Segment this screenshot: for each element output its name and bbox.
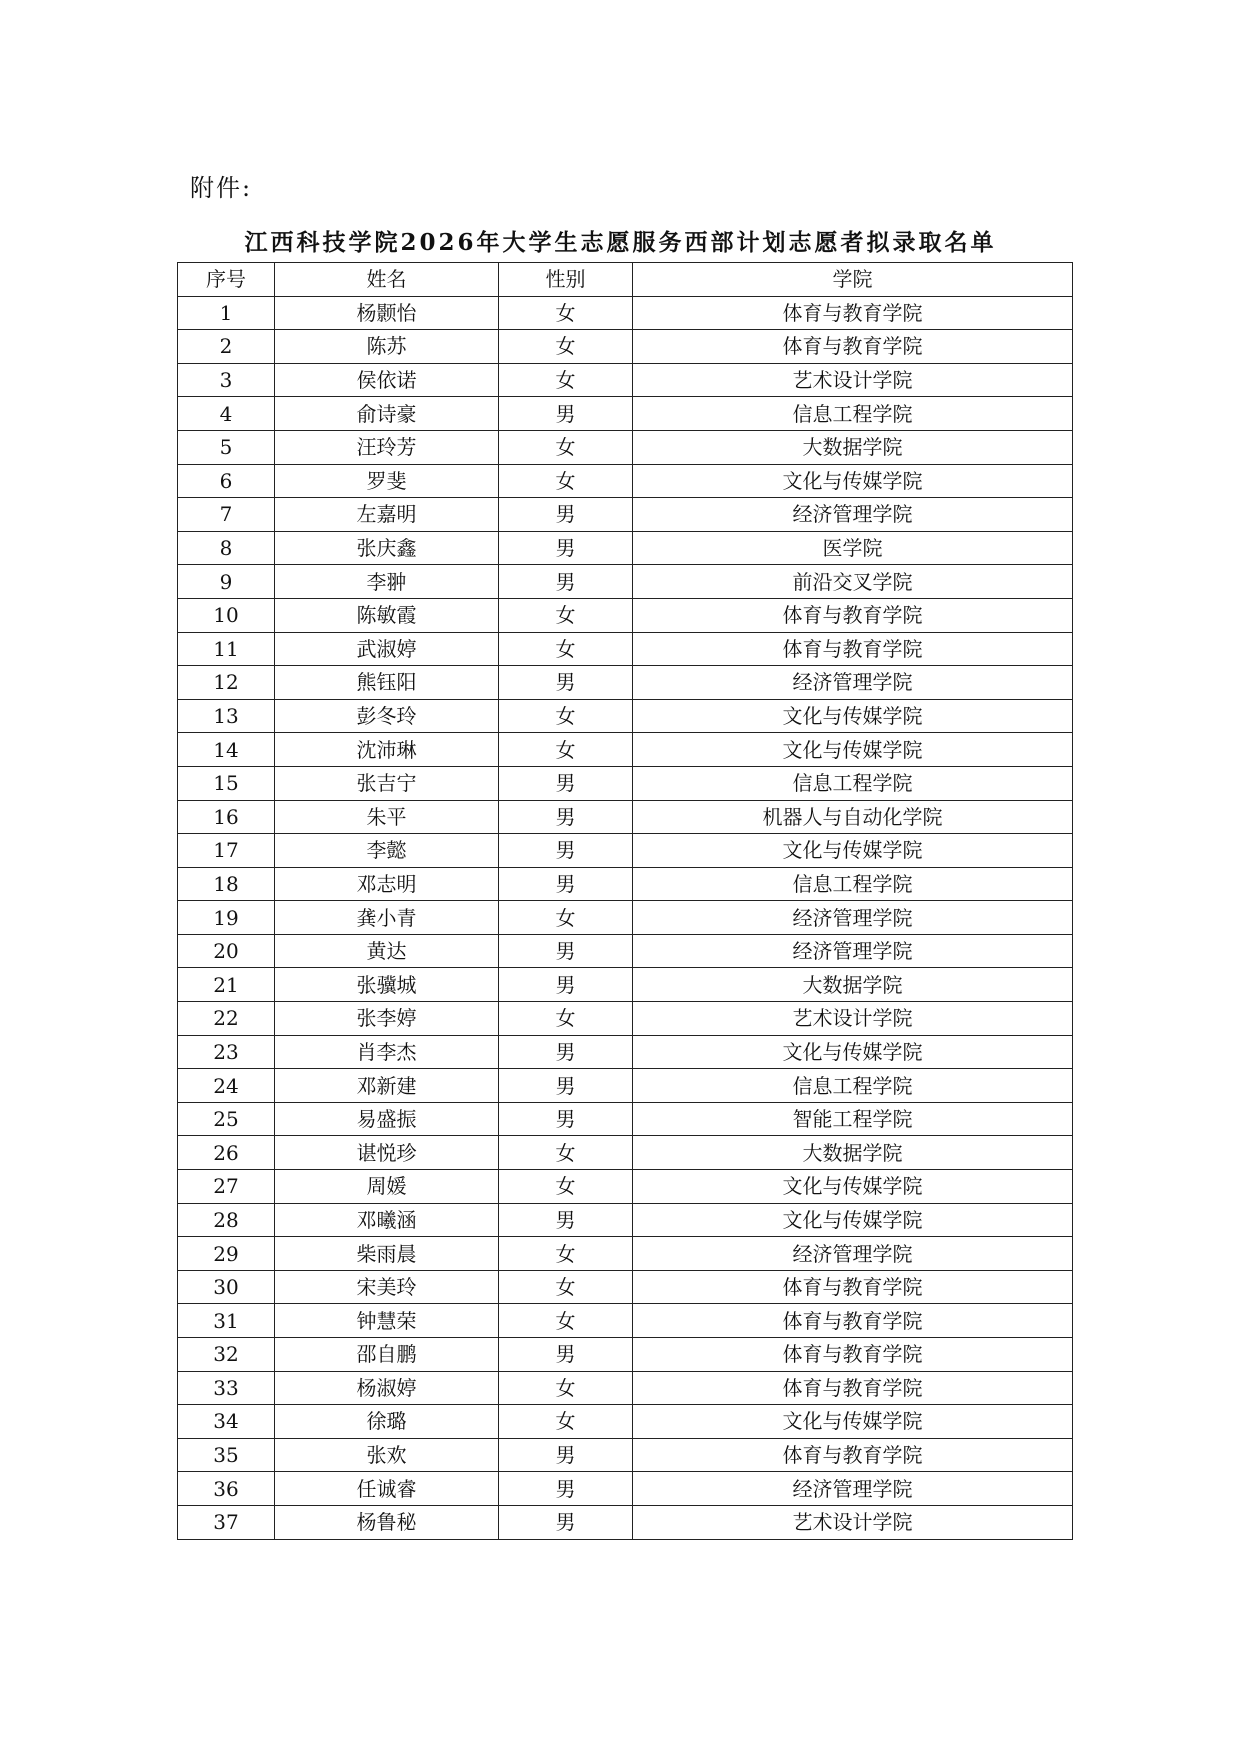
cell-gender: 男 — [499, 1438, 633, 1472]
table-row — [178, 901, 1073, 935]
cell-college: 经济管理学院 — [633, 934, 1073, 968]
header-college: 学院 — [633, 263, 1073, 297]
cell-number: 19 — [178, 901, 275, 935]
table-row — [178, 498, 1073, 532]
cell-number: 3 — [178, 363, 275, 397]
cell-name: 朱平 — [275, 800, 499, 834]
cell-name: 周媛 — [275, 1170, 499, 1204]
cell-college: 艺术设计学院 — [633, 1505, 1073, 1539]
cell-name: 柴雨晨 — [275, 1237, 499, 1271]
cell-name: 肖李杰 — [275, 1035, 499, 1069]
cell-gender: 女 — [499, 1405, 633, 1439]
cell-gender: 女 — [499, 363, 633, 397]
header-number: 序号 — [178, 263, 275, 297]
cell-gender: 男 — [499, 498, 633, 532]
cell-number: 10 — [178, 598, 275, 632]
cell-number: 30 — [178, 1270, 275, 1304]
table-row — [178, 1371, 1073, 1405]
cell-gender: 女 — [499, 296, 633, 330]
cell-name: 邵自鹏 — [275, 1338, 499, 1372]
table-row — [178, 1237, 1073, 1271]
cell-college: 大数据学院 — [633, 968, 1073, 1002]
cell-gender: 女 — [499, 632, 633, 666]
cell-gender: 男 — [499, 1069, 633, 1103]
cell-gender: 女 — [499, 1237, 633, 1271]
cell-college: 文化与传媒学院 — [633, 464, 1073, 498]
cell-gender: 女 — [499, 430, 633, 464]
cell-college: 前沿交叉学院 — [633, 565, 1073, 599]
cell-number: 9 — [178, 565, 275, 599]
table-row — [178, 1170, 1073, 1204]
cell-name: 左嘉明 — [275, 498, 499, 532]
cell-name: 张欢 — [275, 1438, 499, 1472]
cell-college: 大数据学院 — [633, 430, 1073, 464]
cell-college: 体育与教育学院 — [633, 1371, 1073, 1405]
cell-number: 34 — [178, 1405, 275, 1439]
cell-gender: 男 — [499, 1035, 633, 1069]
table-row — [178, 397, 1073, 431]
cell-college: 体育与教育学院 — [633, 1338, 1073, 1372]
cell-gender: 男 — [499, 766, 633, 800]
table-row — [178, 565, 1073, 599]
cell-name: 钟慧荣 — [275, 1304, 499, 1338]
cell-name: 任诚睿 — [275, 1472, 499, 1506]
cell-gender: 男 — [499, 666, 633, 700]
cell-college: 经济管理学院 — [633, 1472, 1073, 1506]
cell-number: 4 — [178, 397, 275, 431]
cell-name: 侯依诺 — [275, 363, 499, 397]
cell-gender: 女 — [499, 1304, 633, 1338]
cell-name: 张李婷 — [275, 1002, 499, 1036]
cell-name: 俞诗豪 — [275, 397, 499, 431]
cell-college: 艺术设计学院 — [633, 363, 1073, 397]
cell-name: 徐璐 — [275, 1405, 499, 1439]
table-body — [178, 296, 1073, 1539]
cell-name: 邓志明 — [275, 867, 499, 901]
cell-name: 李翀 — [275, 565, 499, 599]
cell-gender: 男 — [499, 1203, 633, 1237]
cell-number: 35 — [178, 1438, 275, 1472]
table-row — [178, 296, 1073, 330]
cell-number: 27 — [178, 1170, 275, 1204]
cell-college: 文化与传媒学院 — [633, 834, 1073, 868]
cell-number: 37 — [178, 1505, 275, 1539]
cell-college: 信息工程学院 — [633, 1069, 1073, 1103]
table-row — [178, 1405, 1073, 1439]
cell-college: 经济管理学院 — [633, 498, 1073, 532]
cell-college: 体育与教育学院 — [633, 330, 1073, 364]
table-row — [178, 1035, 1073, 1069]
cell-name: 武淑婷 — [275, 632, 499, 666]
cell-number: 29 — [178, 1237, 275, 1271]
cell-number: 24 — [178, 1069, 275, 1103]
cell-number: 8 — [178, 531, 275, 565]
cell-college: 体育与教育学院 — [633, 598, 1073, 632]
table-row — [178, 363, 1073, 397]
cell-college: 体育与教育学院 — [633, 1270, 1073, 1304]
table-row — [178, 1203, 1073, 1237]
cell-gender: 男 — [499, 834, 633, 868]
cell-number: 18 — [178, 867, 275, 901]
cell-gender: 男 — [499, 565, 633, 599]
table-header-row — [178, 263, 1073, 297]
table-row — [178, 1102, 1073, 1136]
table-row — [178, 834, 1073, 868]
cell-college: 机器人与自动化学院 — [633, 800, 1073, 834]
cell-college: 体育与教育学院 — [633, 296, 1073, 330]
table-row — [178, 766, 1073, 800]
attachment-label: 附件: — [190, 174, 253, 202]
cell-gender: 女 — [499, 901, 633, 935]
cell-college: 体育与教育学院 — [633, 1438, 1073, 1472]
cell-number: 25 — [178, 1102, 275, 1136]
table-row — [178, 464, 1073, 498]
table-row — [178, 1304, 1073, 1338]
cell-number: 7 — [178, 498, 275, 532]
table-row — [178, 1472, 1073, 1506]
table-row — [178, 699, 1073, 733]
cell-number: 11 — [178, 632, 275, 666]
cell-number: 6 — [178, 464, 275, 498]
cell-name: 杨颢怡 — [275, 296, 499, 330]
cell-number: 2 — [178, 330, 275, 364]
cell-gender: 男 — [499, 397, 633, 431]
cell-name: 沈沛琳 — [275, 733, 499, 767]
cell-name: 汪玲芳 — [275, 430, 499, 464]
cell-college: 体育与教育学院 — [633, 1304, 1073, 1338]
table-row — [178, 632, 1073, 666]
table-row — [178, 1069, 1073, 1103]
cell-number: 21 — [178, 968, 275, 1002]
table-row — [178, 430, 1073, 464]
cell-number: 13 — [178, 699, 275, 733]
table-row — [178, 968, 1073, 1002]
cell-gender: 女 — [499, 598, 633, 632]
cell-number: 32 — [178, 1338, 275, 1372]
cell-college: 信息工程学院 — [633, 397, 1073, 431]
cell-number: 20 — [178, 934, 275, 968]
cell-name: 谌悦珍 — [275, 1136, 499, 1170]
cell-name: 易盛振 — [275, 1102, 499, 1136]
cell-name: 邓曦涵 — [275, 1203, 499, 1237]
table-row — [178, 934, 1073, 968]
cell-college: 艺术设计学院 — [633, 1002, 1073, 1036]
cell-number: 31 — [178, 1304, 275, 1338]
cell-number: 16 — [178, 800, 275, 834]
cell-college: 文化与传媒学院 — [633, 1405, 1073, 1439]
header-gender: 性别 — [499, 263, 633, 297]
cell-college: 大数据学院 — [633, 1136, 1073, 1170]
cell-number: 26 — [178, 1136, 275, 1170]
cell-gender: 男 — [499, 1102, 633, 1136]
cell-gender: 女 — [499, 1170, 633, 1204]
cell-number: 15 — [178, 766, 275, 800]
cell-college: 经济管理学院 — [633, 901, 1073, 935]
cell-college: 文化与传媒学院 — [633, 1035, 1073, 1069]
cell-name: 杨淑婷 — [275, 1371, 499, 1405]
volunteer-roster-table — [177, 262, 1073, 1540]
cell-college: 文化与传媒学院 — [633, 733, 1073, 767]
table-row — [178, 330, 1073, 364]
table-row — [178, 1270, 1073, 1304]
table-row — [178, 598, 1073, 632]
cell-name: 李懿 — [275, 834, 499, 868]
cell-gender: 女 — [499, 1002, 633, 1036]
cell-college: 经济管理学院 — [633, 666, 1073, 700]
cell-college: 信息工程学院 — [633, 867, 1073, 901]
cell-college: 智能工程学院 — [633, 1102, 1073, 1136]
cell-name: 张庆鑫 — [275, 531, 499, 565]
cell-number: 22 — [178, 1002, 275, 1036]
cell-name: 陈敏霞 — [275, 598, 499, 632]
cell-gender: 男 — [499, 1338, 633, 1372]
cell-number: 14 — [178, 733, 275, 767]
cell-number: 1 — [178, 296, 275, 330]
cell-gender: 女 — [499, 1270, 633, 1304]
table-row — [178, 733, 1073, 767]
cell-college: 文化与传媒学院 — [633, 1170, 1073, 1204]
cell-name: 黄达 — [275, 934, 499, 968]
cell-college: 文化与传媒学院 — [633, 699, 1073, 733]
cell-name: 彭冬玲 — [275, 699, 499, 733]
table-row — [178, 1338, 1073, 1372]
cell-college: 文化与传媒学院 — [633, 1203, 1073, 1237]
cell-gender: 女 — [499, 1136, 633, 1170]
cell-gender: 女 — [499, 464, 633, 498]
cell-number: 33 — [178, 1371, 275, 1405]
cell-name: 张吉宁 — [275, 766, 499, 800]
table-row — [178, 1505, 1073, 1539]
cell-number: 5 — [178, 430, 275, 464]
cell-college: 体育与教育学院 — [633, 632, 1073, 666]
cell-gender: 男 — [499, 867, 633, 901]
cell-gender: 男 — [499, 934, 633, 968]
cell-college: 经济管理学院 — [633, 1237, 1073, 1271]
cell-gender: 女 — [499, 330, 633, 364]
table-row — [178, 1136, 1073, 1170]
cell-name: 张骥城 — [275, 968, 499, 1002]
cell-name: 熊钰阳 — [275, 666, 499, 700]
cell-college: 信息工程学院 — [633, 766, 1073, 800]
cell-gender: 男 — [499, 1472, 633, 1506]
header-name: 姓名 — [275, 263, 499, 297]
cell-gender: 男 — [499, 1505, 633, 1539]
table-row — [178, 666, 1073, 700]
cell-name: 杨鲁秘 — [275, 1505, 499, 1539]
cell-gender: 女 — [499, 1371, 633, 1405]
cell-number: 17 — [178, 834, 275, 868]
cell-gender: 女 — [499, 699, 633, 733]
table-row — [178, 800, 1073, 834]
table-row — [178, 1438, 1073, 1472]
cell-name: 邓新建 — [275, 1069, 499, 1103]
cell-name: 宋美玲 — [275, 1270, 499, 1304]
cell-number: 36 — [178, 1472, 275, 1506]
cell-gender: 男 — [499, 800, 633, 834]
cell-number: 23 — [178, 1035, 275, 1069]
cell-name: 陈苏 — [275, 330, 499, 364]
cell-name: 罗斐 — [275, 464, 499, 498]
table-row — [178, 1002, 1073, 1036]
cell-gender: 男 — [499, 531, 633, 565]
document-title: 江西科技学院2026年大学生志愿服务西部计划志愿者拟录取名单 — [244, 229, 997, 256]
cell-college: 医学院 — [633, 531, 1073, 565]
table-row — [178, 531, 1073, 565]
cell-number: 12 — [178, 666, 275, 700]
cell-name: 龚小青 — [275, 901, 499, 935]
cell-gender: 男 — [499, 968, 633, 1002]
cell-number: 28 — [178, 1203, 275, 1237]
cell-gender: 女 — [499, 733, 633, 767]
table-row — [178, 867, 1073, 901]
